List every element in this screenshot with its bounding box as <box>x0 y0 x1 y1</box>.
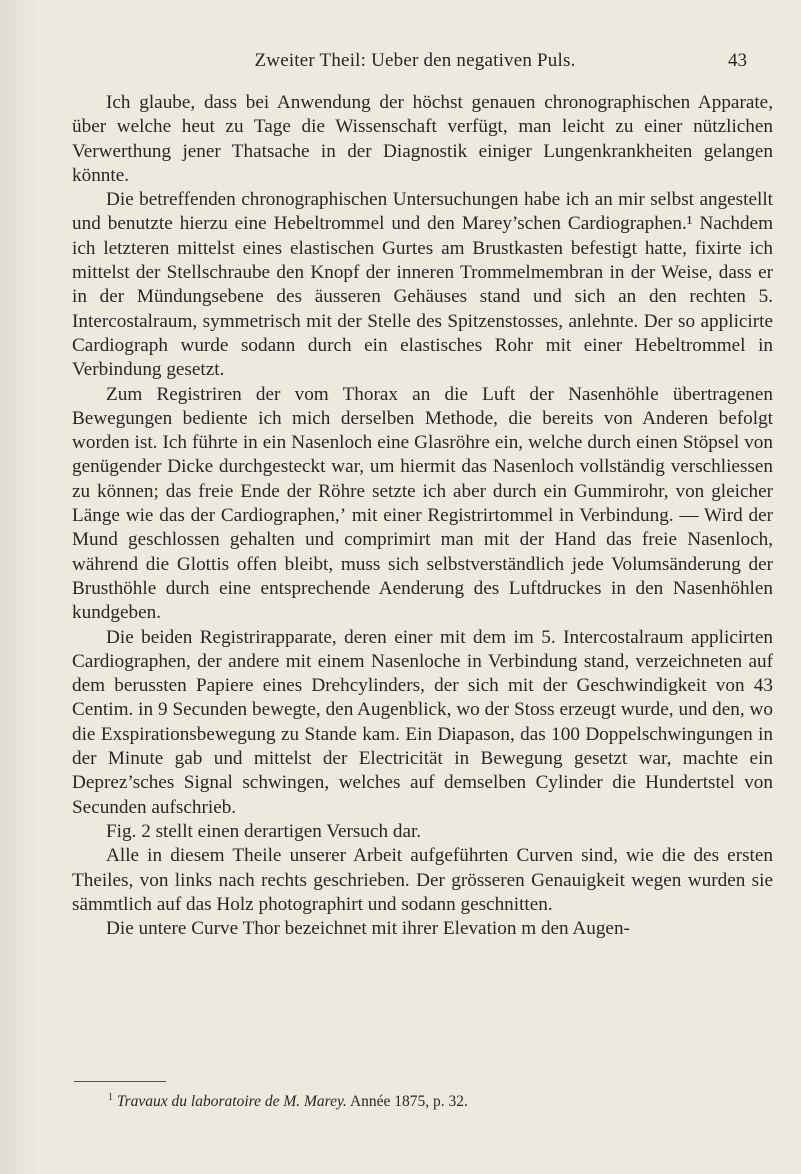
running-head: Zweiter Theil: Ueber den negativen Puls. <box>254 50 576 71</box>
paragraph: Die betreffenden chronographischen Untersuchungen habe ich an mir selbst angestellt und benutzte hierzu eine Hebeltrommel und den Marey’schen Cardiographen.¹ Nachdem ich letzteren mittelst eines elastischen Gurtes am Brustkasten befestigt hatte, fixirte ich mittelst der Stellschraube den Knopf der inneren Trommelmembran in der Weise, dass er in der Mündungsebene des äusseren Gehäuses stand und sich an den rechten 5. Intercostalraum, symmetrisch mit der Stelle des Spitzenstosses, anlehnte. Der so applicirte Cardiograph wurde sodann durch ein elastisches Rohr mit einer Hebeltrommel in Verbindung gesetzt. <box>72 189 773 381</box>
footnote <box>74 1088 774 1112</box>
footnote-mark: 1 <box>108 1092 113 1103</box>
paragraph: Die beiden Registrirapparate, deren einer mit dem im 5. Intercostalraum applicirten Cardiographen, der andere mit einem Nasenloche in Verbindung stand, verzeichneten auf dem berussten Papiere eines Drehcylinders, der sich mit der Geschwindigkeit von 43 Centim. in 9 Secunden bewegte, den Augenblick, wo der Stoss erzeugt wurde, und den, wo die Exspirationsbewegung zu Stande kam. Ein Diapason, das 100 Doppelschwingungen in der Minute gab und mittelst der Electricität in Bewegung gesetzt war, machte ein Deprez’sches Signal schwingen, welches auf demselben Cylinder die Hundertstel von Secunden aufschrieb. <box>72 626 773 818</box>
body-text <box>72 91 773 941</box>
paragraph: Zum Registriren der vom Thorax an die Luft der Nasenhöhle übertragenen Bewegungen bediente ich mich derselben Methode, die bereits von Anderen befolgt worden ist. Ich führte in ein Nasenloch eine Glasröhre ein, welche durch einen Stöpsel von genügender Dicke durchgesteckt war, um hiermit das Nasenloch vollständig verschliessen zu können; das freie Ende der Röhre setzte ich aber durch ein Gummirohr, von gleicher Länge wie das der Cardiographen,ʼ mit einer Registrirtommel in Verbindung. — Wird der Mund geschlossen gehalten und comprimirt man mit der Hand das freie Nasenloch, während die Glottis offen bleibt, muss sich selbstverständlich jede Volumsänderung der Brusthöhle durch eine entsprechende Aenderung des Luftdruckes in den Nasenhöhlen kundgeben. <box>72 383 773 624</box>
footnote-title: Travaux du laboratoire de M. Marey. <box>116 1093 347 1111</box>
paragraph: Ich glaube, dass bei Anwendung der höchst genauen chronographischen Apparate, über welche heut zu Tage die Wissenschaft verfügt, man leicht zu einer nützlichen Verwerthung jener Thatsache in der Diagnostik einiger Lungenkrankheiten gelangen könnte. <box>72 92 773 186</box>
paragraph: Fig. 2 stellt einen derartigen Versuch dar. <box>106 820 422 842</box>
paragraph: Die untere Curve Thor bezeichnet mit ihrer Elevation m den Augen- <box>106 918 630 940</box>
paragraph: Alle in diesem Theile unserer Arbeit aufgeführten Curven sind, wie die des ersten Theiles, von links nach rechts geschrieben. Der grösseren Genauigkeit wegen wurden sie sämmtlich auf das Holz photographirt und sodann geschnitten. <box>72 845 773 915</box>
page-number: 43 <box>728 50 747 71</box>
footnote-rest: Année 1875, p. 32. <box>346 1093 468 1111</box>
footnote-divider <box>74 1081 166 1082</box>
